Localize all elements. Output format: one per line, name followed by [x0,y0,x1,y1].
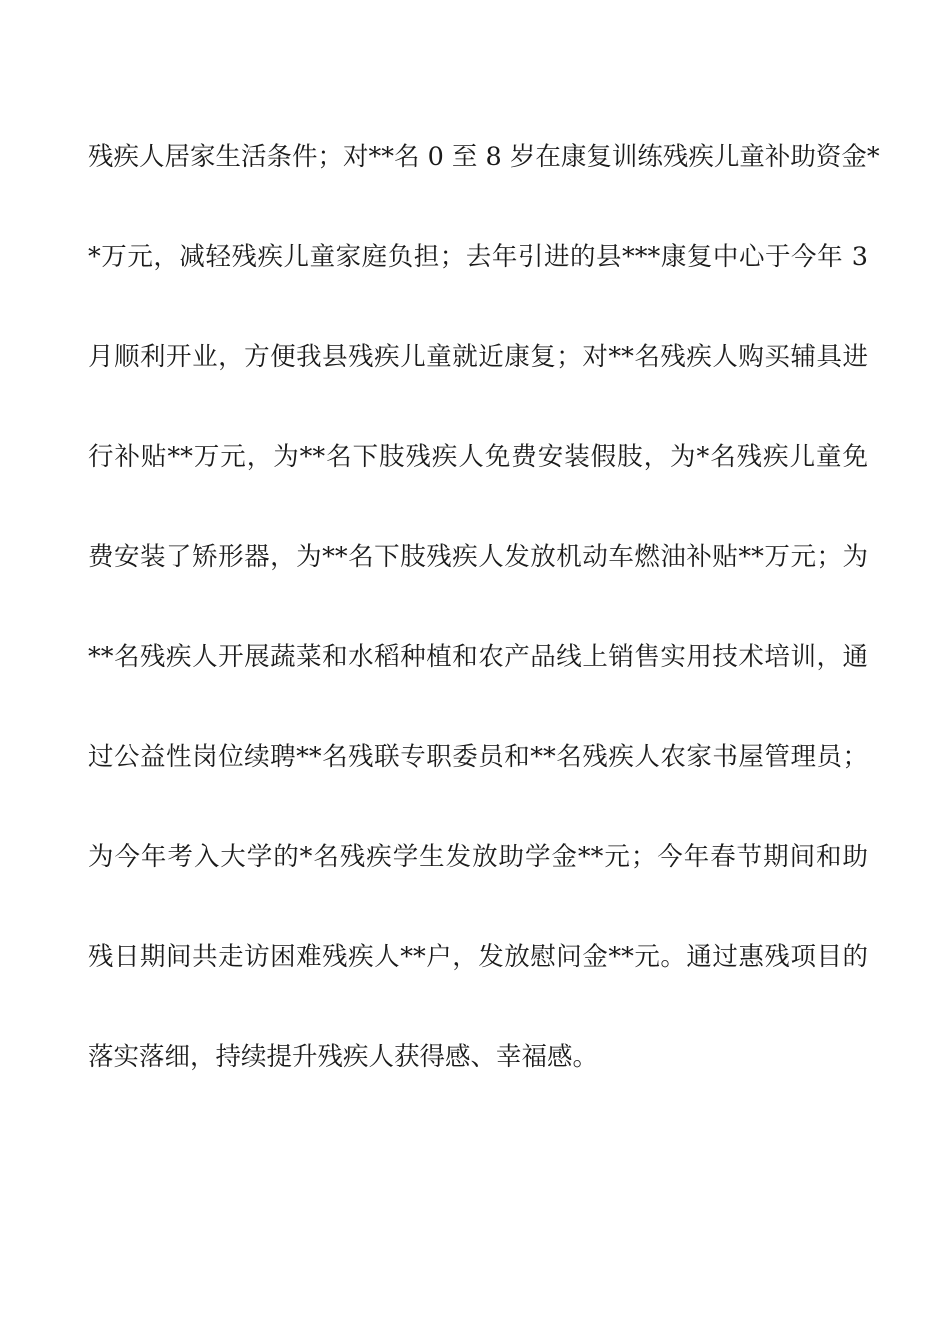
paragraph-line: 费安装了矫形器，为**名下肢残疾人发放机动车燃油补贴**万元；为 [88,542,868,572]
paragraph-line: *万元，减轻残疾儿童家庭负担；去年引进的县***康复中心于今年 3 [88,242,868,272]
paragraph-line: **名残疾人开展蔬菜和水稻种植和农产品线上销售实用技术培训，通 [88,642,868,672]
paragraph-line: 残日期间共走访困难残疾人**户，发放慰问金**元。通过惠残项目的 [88,942,868,972]
paragraph-line: 过公益性岗位续聘**名残联专职委员和**名残疾人农家书屋管理员； [88,742,868,772]
paragraph-line: 落实落细，持续提升残疾人获得感、幸福感。 [88,1042,599,1072]
body-paragraph [88,136,880,1136]
paragraph-line: 行补贴**万元，为**名下肢残疾人免费安装假肢，为*名残疾儿童免 [88,442,868,472]
paragraph-line: 月顺利开业，方便我县残疾儿童就近康复；对**名残疾人购买辅具进 [88,342,868,372]
paragraph-line: 为今年考入大学的*名残疾学生发放助学金**元；今年春节期间和助 [88,842,868,872]
paragraph-line: 残疾人居家生活条件；对**名 0 至 8 岁在康复训练残疾儿童补助资金* [88,142,880,172]
